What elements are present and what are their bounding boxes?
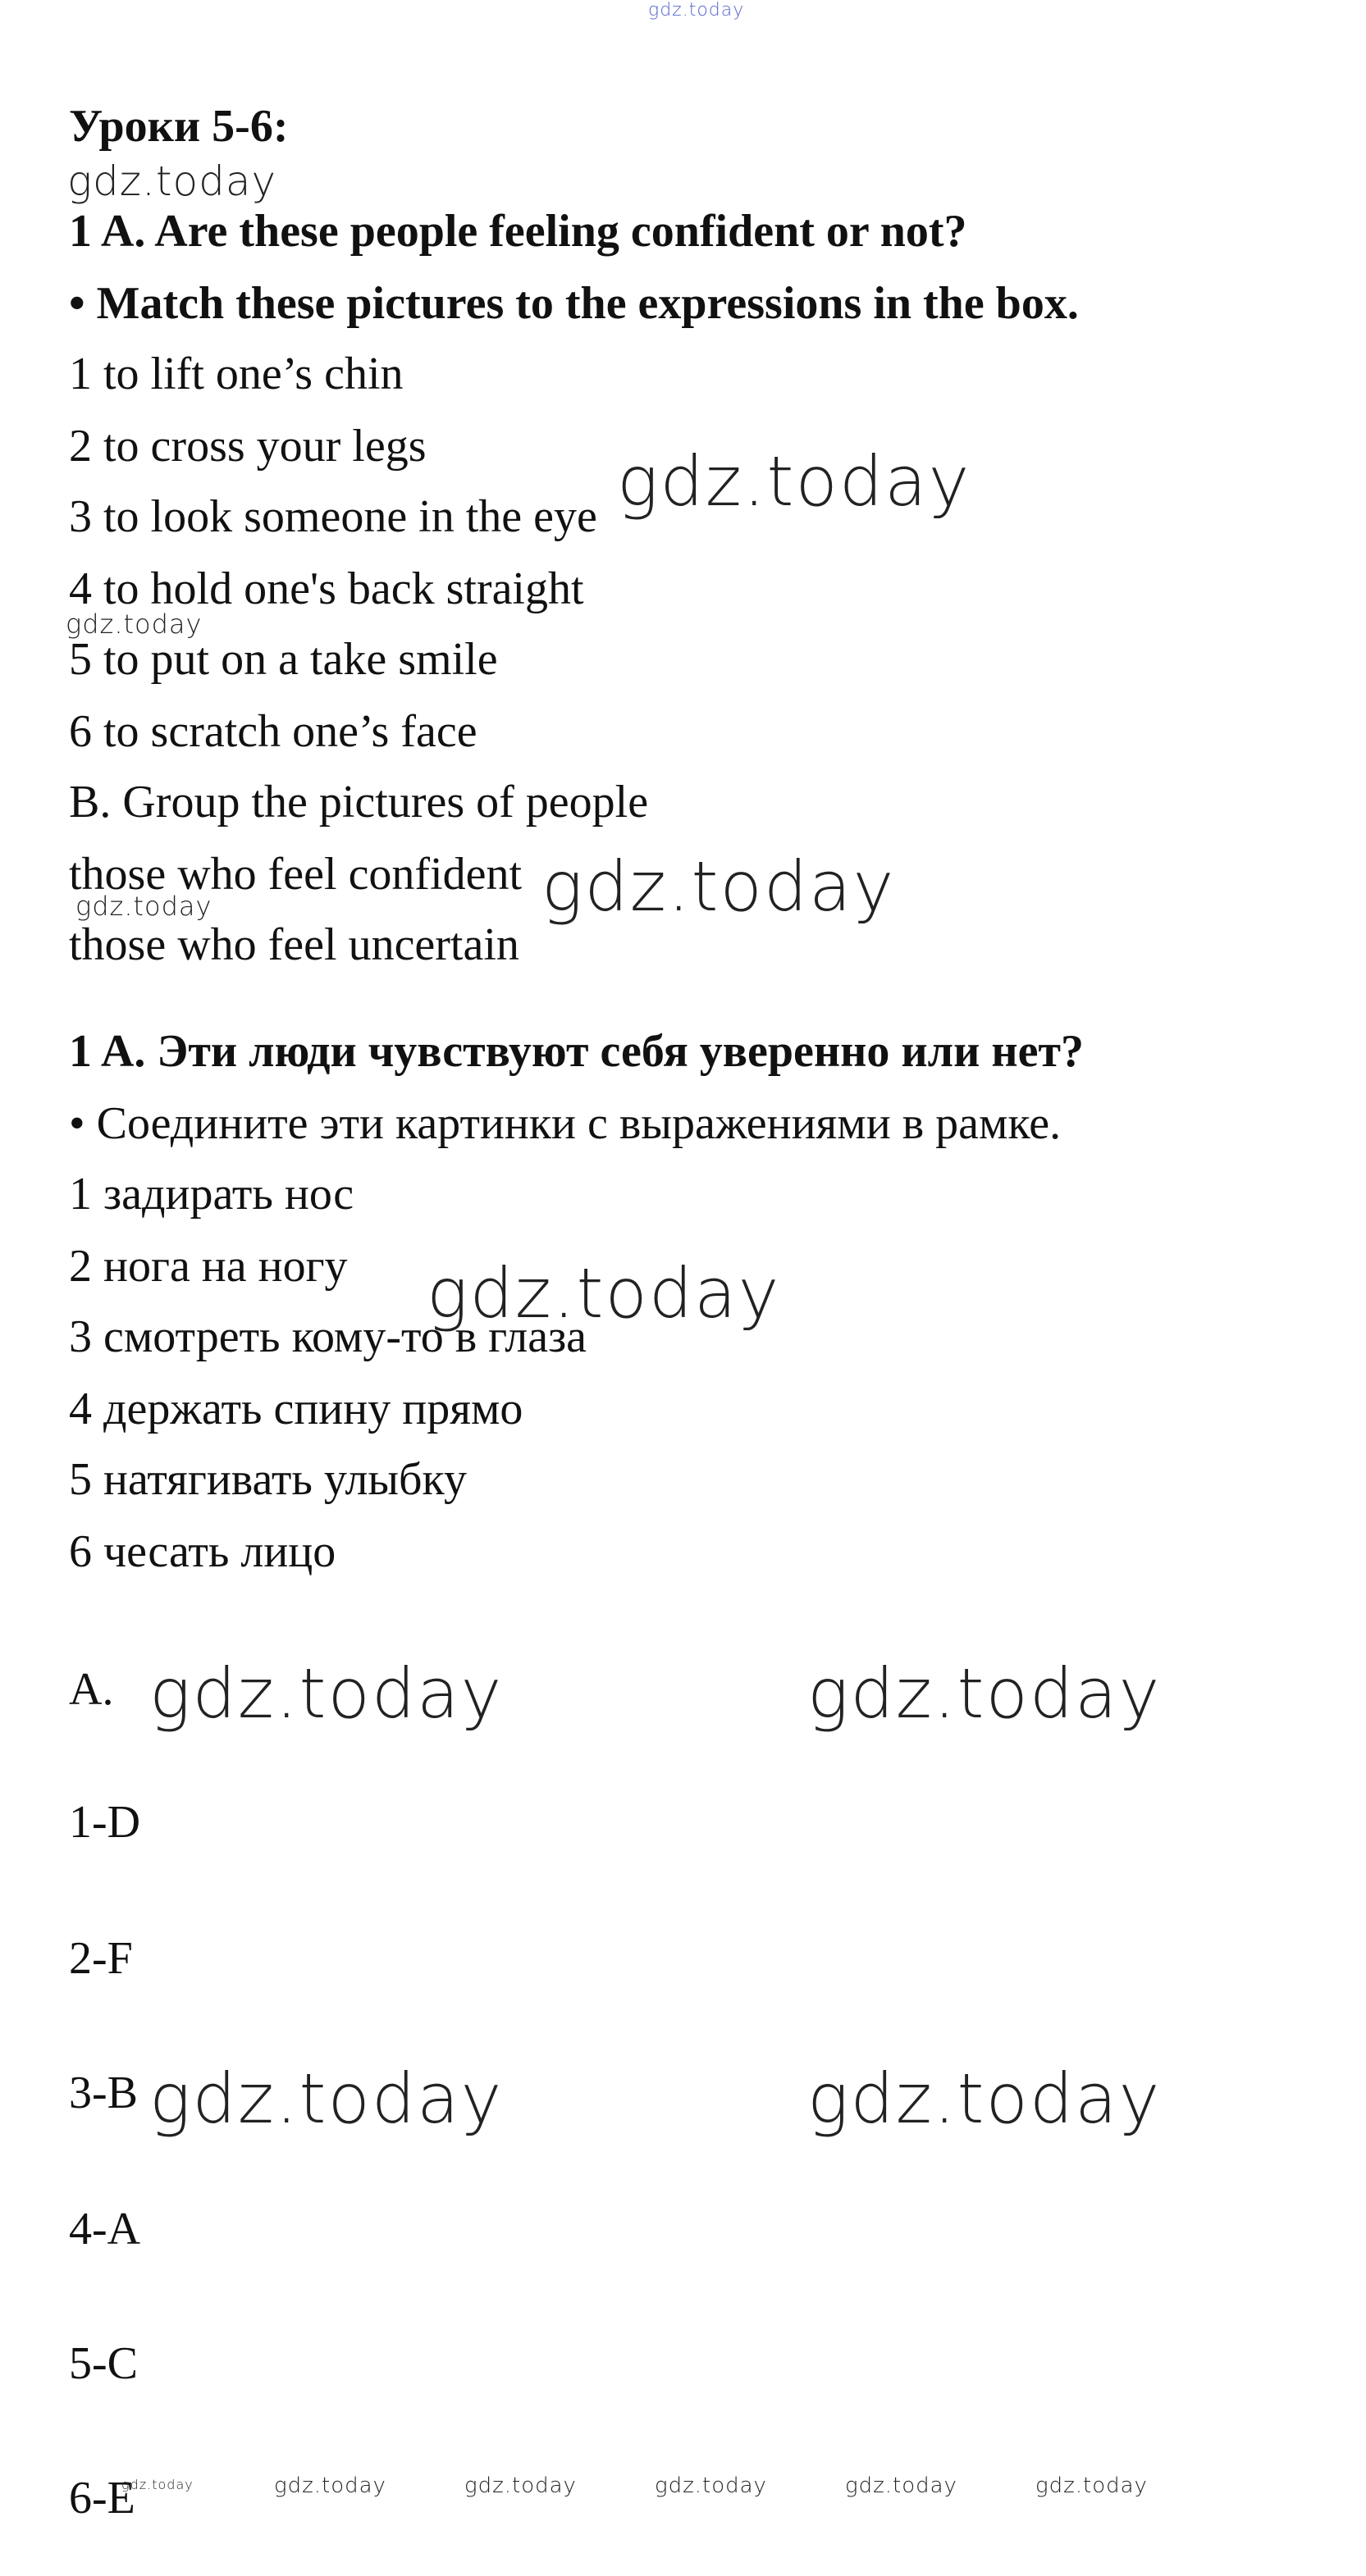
expression-en-6: 6 to scratch one’s face bbox=[69, 706, 477, 757]
watermark: gdz.today bbox=[845, 2473, 957, 2498]
watermark: gdz.today bbox=[274, 2473, 386, 2498]
task-heading-en: 1 A. Are these people feeling confident or not? bbox=[69, 206, 967, 257]
expression-ru-6: 6 чесать лицо bbox=[69, 1526, 336, 1577]
expression-ru-1: 1 задирать нос bbox=[69, 1169, 354, 1220]
answer-item-2: 2-F bbox=[69, 1933, 133, 1984]
answers-label: A. bbox=[69, 1664, 114, 1715]
expression-en-3: 3 to look someone in the eye bbox=[69, 491, 597, 542]
part-b-heading: B. Group the pictures of people bbox=[69, 777, 649, 828]
answer-item-1: 1-D bbox=[69, 1797, 141, 1848]
expression-ru-4: 4 держать спину прямо bbox=[69, 1384, 523, 1434]
expression-ru-2: 2 нога на ногу bbox=[69, 1241, 348, 1292]
expression-en-4: 4 to hold one's back straight bbox=[69, 563, 584, 614]
group-uncertain: those who feel uncertain bbox=[69, 919, 519, 970]
watermark: gdz.today bbox=[617, 441, 971, 522]
watermark: gdz.today bbox=[149, 1653, 504, 1734]
instruction-en: • Match these pictures to the expressions in the box. bbox=[69, 278, 1079, 329]
expression-ru-3: 3 смотреть кому-то в глаза bbox=[69, 1311, 587, 1362]
watermark: gdz.today bbox=[66, 609, 203, 640]
group-confident: those who feel confident bbox=[69, 849, 523, 900]
answer-item-4: 4-A bbox=[69, 2204, 141, 2255]
expression-en-1: 1 to lift one’s chin bbox=[69, 349, 404, 399]
watermark: gdz.today bbox=[67, 157, 277, 205]
watermark: gdz.today bbox=[807, 1653, 1162, 1734]
watermark: gdz.today bbox=[464, 2473, 577, 2498]
expression-en-5: 5 to put on a take smile bbox=[69, 634, 498, 685]
watermark: gdz.today bbox=[807, 2059, 1162, 2139]
task-heading-ru: 1 A. Эти люди чувствуют себя уверенно или нет? bbox=[69, 1026, 1084, 1077]
watermark: gdz.today bbox=[655, 2473, 767, 2498]
lesson-title: Уроки 5-6: bbox=[69, 101, 289, 152]
watermark: gdz.today bbox=[75, 891, 212, 922]
instruction-ru: • Соедините эти картинки с выражениями в рамке. bbox=[69, 1098, 1062, 1149]
expression-en-2: 2 to cross your legs bbox=[69, 421, 427, 472]
watermark: gdz.today bbox=[427, 1253, 781, 1334]
answer-item-3: 3-B bbox=[69, 2068, 138, 2118]
watermark: gdz.today bbox=[121, 2477, 194, 2492]
expression-ru-5: 5 натягивать улыбку bbox=[69, 1454, 467, 1505]
answer-item-5: 5-C bbox=[69, 2338, 138, 2389]
watermark-top: gdz.today bbox=[648, 0, 745, 21]
answer-item-6: 6-E bbox=[69, 2473, 135, 2524]
watermark: gdz.today bbox=[1035, 2473, 1148, 2498]
watermark: gdz.today bbox=[541, 846, 896, 927]
watermark: gdz.today bbox=[149, 2059, 504, 2139]
